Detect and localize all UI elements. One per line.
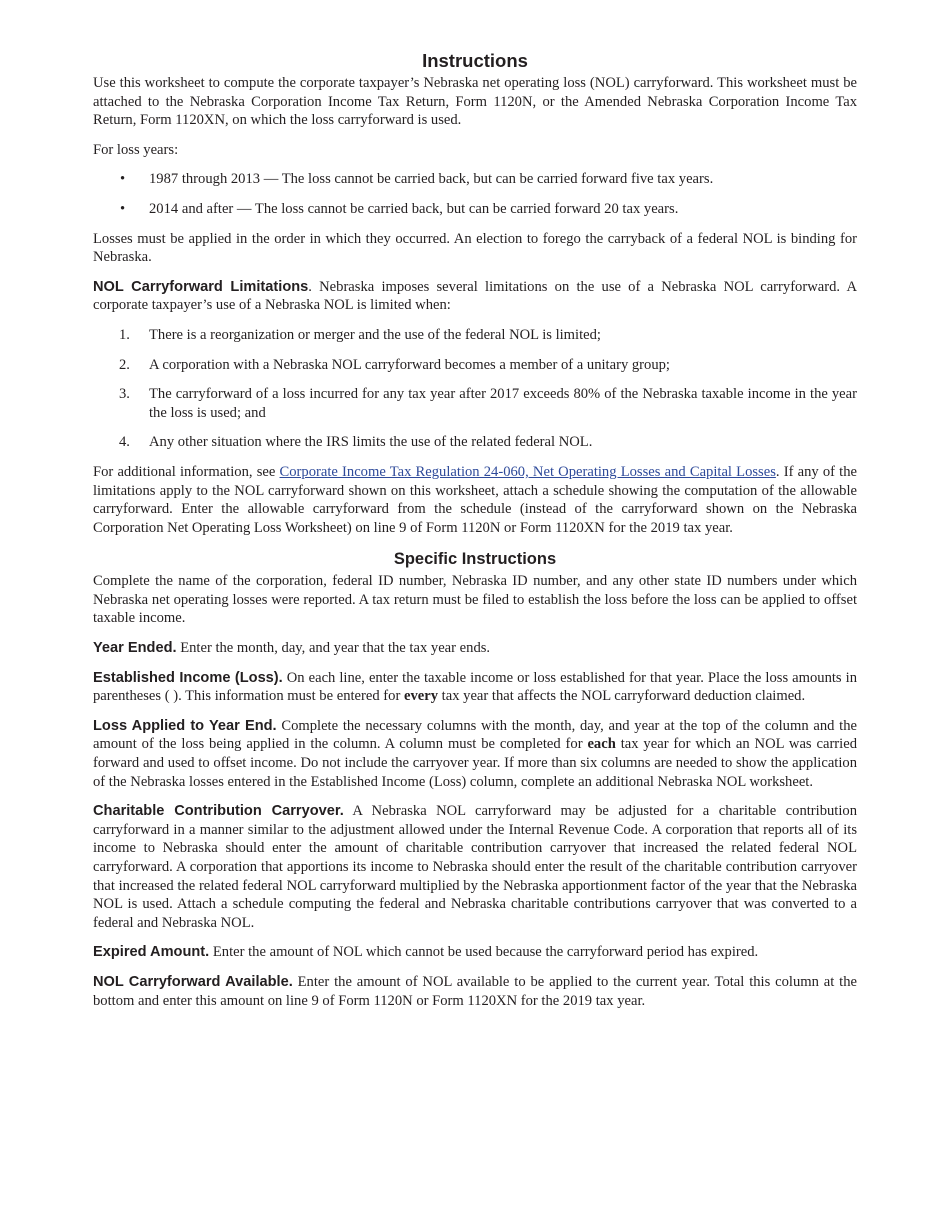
established-text-b: tax year that affects the NOL carryforward deduction claimed. bbox=[438, 688, 806, 705]
year-ended-text: Enter the month, day, and year that the tax year ends. bbox=[176, 640, 491, 657]
item-text: There is a reorganization or merger and the use of the federal NOL is limited; bbox=[149, 326, 601, 343]
order-note: Losses must be applied in the order in which they occurred. An election to forego the carryback of a federal NOL is binding for Nebraska. bbox=[93, 230, 857, 266]
instructions-intro: Use this worksheet to compute the corporate taxpayer’s Nebraska net operating loss (NOL) carryforward. This worksheet must be attached to the Nebraska Corporation Income Tax Return, Form 1120N, or the Amended Nebraska Corporation Income Tax Return, Form 1120XN, on which the loss carryforward is used. bbox=[93, 75, 857, 129]
year-ended-paragraph bbox=[93, 639, 857, 658]
loss-applied-emphasis: each bbox=[587, 736, 616, 753]
loss-years-label: For loss years: bbox=[93, 141, 179, 158]
item-text: Any other situation where the IRS limits the use of the related federal NOL. bbox=[149, 434, 593, 451]
list-item bbox=[93, 433, 857, 452]
loss-years-list bbox=[93, 170, 857, 218]
charitable-paragraph bbox=[93, 802, 857, 932]
additional-info-after: . If any of the limitations apply to the NOL carryforward shown on this worksheet, attach a schedule showing the computation of the allowable carryforward. Enter the allowable carryforward from the schedule (instead of the carryforward shown on the Nebraska Corporation Net Operating Loss Worksheet) on line 9 of Form 1120N or Form 1120XN for the 2019 tax year. bbox=[93, 463, 857, 536]
specific-instructions-title: Specific Instructions bbox=[393, 550, 557, 569]
established-text-a: On each line, enter the taxable income or loss established for that year. Place the loss amounts in parentheses ( ). This information must be entered for bbox=[93, 669, 857, 705]
established-emphasis: every bbox=[403, 688, 439, 705]
loss-year-text: 2014 and after — The loss cannot be carried back, but can be carried forward 20 tax years. bbox=[149, 200, 679, 217]
expired-text: Enter the amount of NOL which cannot be used because the carryforward period has expired. bbox=[209, 944, 759, 961]
year-ended-heading: Year Ended. bbox=[93, 640, 177, 657]
available-paragraph bbox=[93, 973, 857, 1010]
bullet-icon: • bbox=[120, 171, 126, 188]
list-item bbox=[93, 356, 857, 375]
regulation-link[interactable]: Corporate Income Tax Regulation 24-060, Net Operating Losses and Capital Losses bbox=[279, 463, 776, 480]
list-item bbox=[93, 326, 857, 345]
available-heading: NOL Carryforward Available. bbox=[93, 973, 293, 990]
loss-applied-text-b: tax year for which an NOL was carried forward and used to offset income. Do not include the carryover year. If more than six columns are needed to show the application of the Nebraska losses entered in the Established Income (Loss) column, complete an additional Nebraska NOL worksheet. bbox=[93, 736, 857, 790]
available-text: Enter the amount of NOL available to be applied to the current year. Total this column at the bottom and enter this amount on line 9 of Form 1120N or Form 1120XN for the 2019 tax year. bbox=[93, 973, 857, 1009]
loss-applied-paragraph bbox=[93, 717, 857, 791]
loss-year-text: 1987 through 2013 — The loss cannot be carried back, but can be carried forward five tax years. bbox=[149, 171, 714, 188]
instructions-title: Instructions bbox=[422, 50, 528, 71]
limitations-heading: NOL Carryforward Limitations bbox=[93, 278, 309, 295]
limitations-text: . Nebraska imposes several limitations on the use of a Nebraska NOL carryforward. A corporate taxpayer’s use of a Nebraska NOL is limited when: bbox=[93, 278, 857, 314]
limitations-paragraph bbox=[93, 278, 857, 315]
specific-intro: Complete the name of the corporation, federal ID number, Nebraska ID number, and any other state ID numbers under which Nebraska net operating losses were reported. A tax return must be filed to establish the loss before the loss can be applied to offset taxable income. bbox=[93, 573, 857, 627]
item-number: 4. bbox=[119, 434, 130, 451]
item-text: A corporation with a Nebraska NOL carryforward becomes a member of a unitary group; bbox=[149, 356, 670, 373]
list-item bbox=[93, 200, 857, 219]
additional-info-paragraph bbox=[93, 463, 857, 537]
list-item bbox=[93, 385, 857, 422]
loss-applied-text-a: Complete the necessary columns with the month, day, and year at the top of the column and the amount of the loss being applied in the column. A column must be completed for bbox=[93, 717, 858, 753]
charitable-text: A Nebraska NOL carryforward may be adjusted for a charitable contribution carryforward in a manner similar to the adjustment allowed under the Internal Revenue Code. A corporation that reports all of its income to Nebraska should enter the amount of charitable contribution carryover that increased the related federal NOL carryforward. A corporation that apportions its income to Nebraska should enter the result of the charitable contribution carryover that increased the related federal NOL carryforward multiplied by the Nebraska apportionment factor of the year that the Nebraska NOL is used. Attach a schedule computing the federal and Nebraska charitable contributions carryover that was converted to a federal and Nebraska NOL. bbox=[93, 803, 858, 931]
bullet-icon: • bbox=[120, 200, 126, 217]
established-paragraph bbox=[93, 669, 857, 706]
established-heading: Established Income (Loss). bbox=[93, 669, 283, 686]
expired-heading: Expired Amount. bbox=[93, 944, 210, 961]
charitable-heading: Charitable Contribution Carryover. bbox=[93, 803, 344, 820]
item-number: 2. bbox=[119, 356, 130, 373]
item-text: The carryforward of a loss incurred for any tax year after 2017 exceeds 80% of the Nebraska taxable income in the year the loss is used; and bbox=[149, 386, 857, 421]
item-number: 1. bbox=[119, 326, 130, 343]
list-item bbox=[93, 170, 857, 189]
expired-paragraph bbox=[93, 943, 857, 962]
loss-applied-heading: Loss Applied to Year End. bbox=[93, 717, 277, 734]
item-number: 3. bbox=[119, 386, 130, 403]
limitations-list bbox=[93, 326, 857, 452]
additional-info-before: For additional information, see bbox=[93, 463, 280, 480]
